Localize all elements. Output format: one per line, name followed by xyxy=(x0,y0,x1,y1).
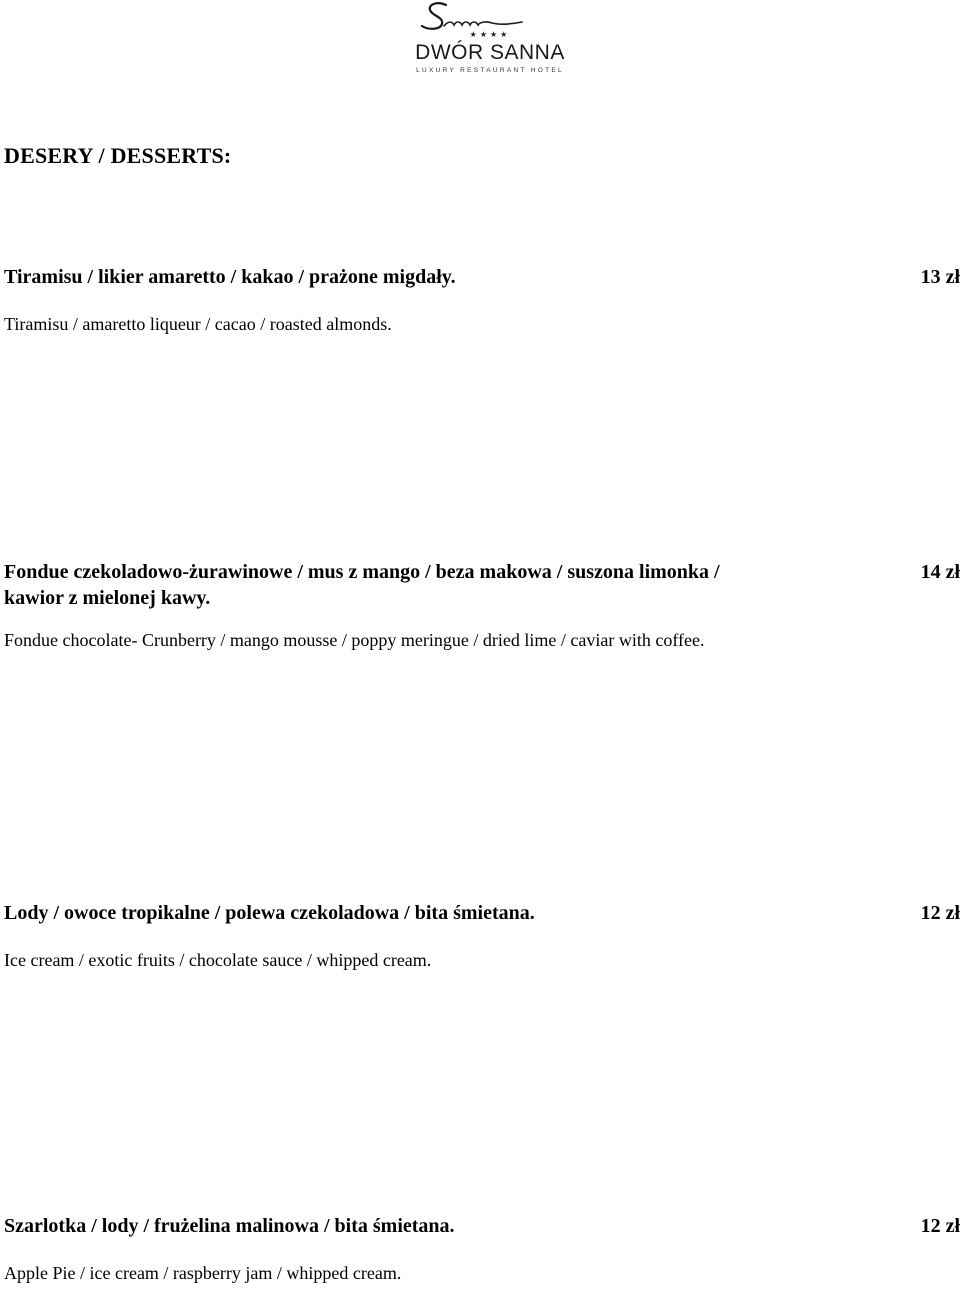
menu-item-name-en: Fondue chocolate- Crunberry / mango mousse / poppy meringue / dried lime / caviar with coffee. xyxy=(4,630,705,650)
logo-name: DWÓR SANNA xyxy=(415,41,565,64)
logo-subtitle: LUXURY RESTAURANT HOTEL xyxy=(416,67,564,74)
menu-item xyxy=(4,559,960,653)
menu-item xyxy=(4,900,960,973)
menu-item xyxy=(4,264,960,337)
logo-stars: ★★★★ xyxy=(469,30,511,39)
menu-item-price: 13 zł xyxy=(920,266,960,288)
menu-item-name-pl: Lody / owoce tropikalne / polewa czekoladowa / bita śmietana. xyxy=(4,902,535,924)
menu-item-name-pl: Tiramisu / likier amaretto / kakao / prażone migdały. xyxy=(4,266,456,288)
menu-item xyxy=(4,1213,960,1286)
menu-item-price: 12 zł xyxy=(920,902,960,924)
hotel-logo xyxy=(400,0,580,80)
menu-item-name-en: Tiramisu / amaretto liqueur / cacao / roasted almonds. xyxy=(4,314,392,334)
section-title: DESERY / DESSERTS: xyxy=(4,143,232,168)
menu-item-name-en: Apple Pie / ice cream / raspberry jam / whipped cream. xyxy=(4,1263,402,1283)
menu-item-price: 12 zł xyxy=(920,1215,960,1237)
menu-item-price: 14 zł xyxy=(920,561,960,583)
menu-item-name-en: Ice cream / exotic fruits / chocolate sauce / whipped cream. xyxy=(4,950,432,970)
menu-item-name-pl: Szarlotka / lody / frużelina malinowa / bita śmietana. xyxy=(4,1215,455,1237)
menu-item-name-pl: Fondue czekoladowo-żurawinowe / mus z mango / beza makowa / suszona limonka / kawior z mielonej kawy. xyxy=(4,561,720,609)
